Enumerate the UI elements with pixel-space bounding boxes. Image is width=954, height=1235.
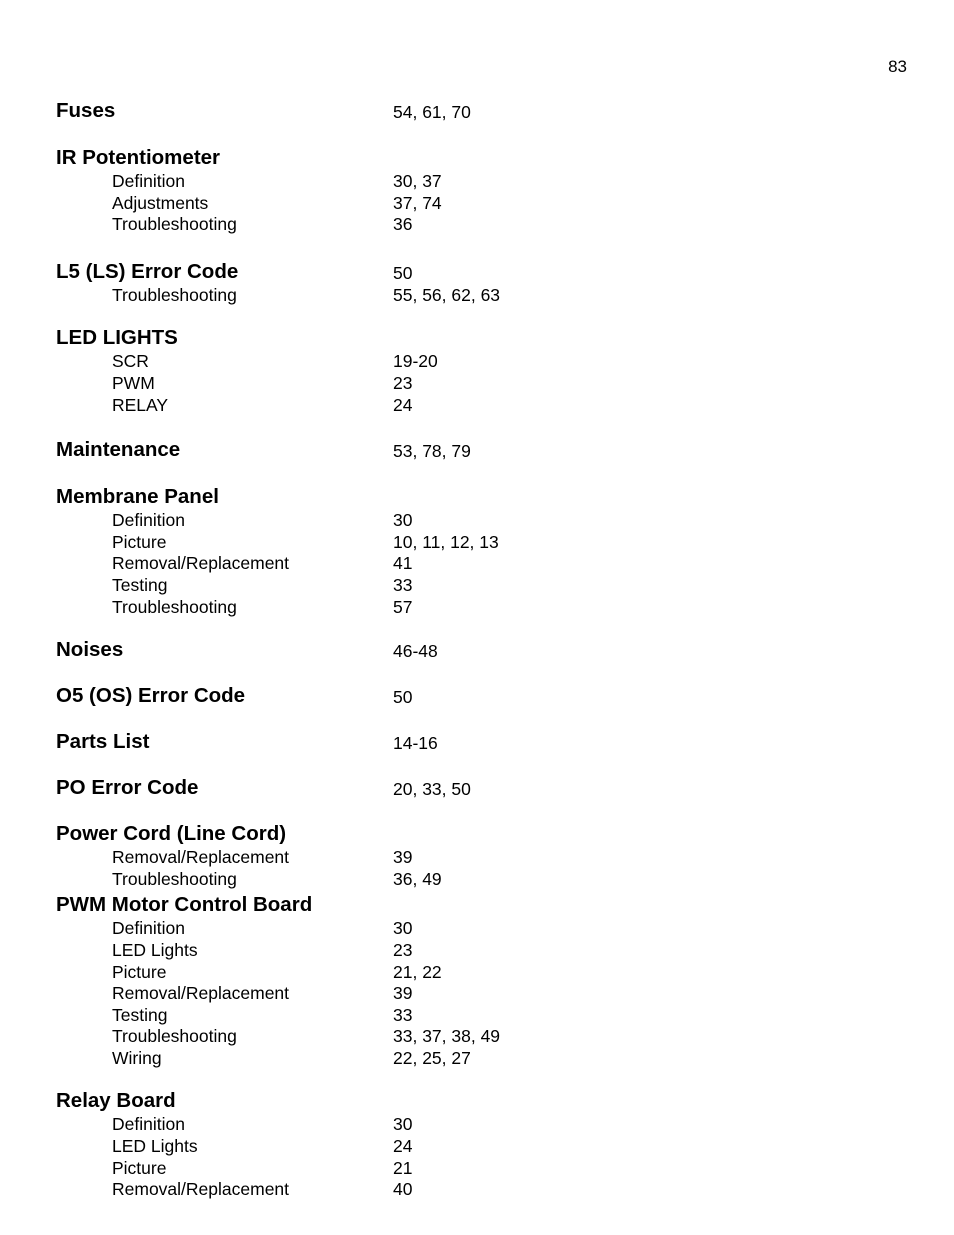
index-subentry-pages: 57 xyxy=(393,596,413,617)
index-subentry-pages: 22, 25, 27 xyxy=(393,1047,471,1068)
index-subentry xyxy=(0,575,954,597)
index-heading: Noises xyxy=(56,638,124,662)
index-subentry xyxy=(0,1114,954,1136)
index-heading: IR Potentiometer xyxy=(56,146,221,169)
index-subentry-label: Picture xyxy=(112,531,167,552)
index-subentry xyxy=(0,962,954,984)
index-subentry xyxy=(0,214,954,236)
index-subentry-label: Troubleshooting xyxy=(112,868,237,889)
index-subentry xyxy=(0,395,954,417)
index-heading-pages: 46-48 xyxy=(393,641,438,662)
index-subentry xyxy=(0,1158,954,1180)
index-subentry xyxy=(0,171,954,193)
index-list xyxy=(0,96,954,1201)
index-heading-pages: 50 xyxy=(393,262,413,283)
index-heading-row xyxy=(0,323,954,351)
index-heading-pages: 20, 33, 50 xyxy=(393,779,471,800)
index-subentry xyxy=(0,940,954,962)
index-subentry-label: Troubleshooting xyxy=(112,1026,237,1047)
index-heading-row xyxy=(0,819,954,847)
index-subentry-pages: 24 xyxy=(393,394,413,415)
index-heading: Relay Board xyxy=(56,1089,176,1113)
index-subentry xyxy=(0,1048,954,1070)
index-heading-row xyxy=(0,482,954,510)
index-subentry-label: Definition xyxy=(112,510,185,531)
index-subentry-label: Testing xyxy=(112,1004,168,1025)
index-entry xyxy=(0,482,954,618)
index-entry xyxy=(0,257,954,307)
index-subentry-label: Picture xyxy=(112,1157,167,1178)
index-subentry xyxy=(0,847,954,869)
index-subentry xyxy=(0,285,954,307)
index-heading: Parts List xyxy=(56,730,150,754)
index-subentry-label: Removal/Replacement xyxy=(112,553,290,574)
index-subentry xyxy=(0,918,954,940)
index-subentry-label: Removal/Replacement xyxy=(112,1179,290,1200)
index-subentry-label: Wiring xyxy=(112,1047,162,1068)
index-subentry-pages: 41 xyxy=(393,553,413,574)
index-subentry-label: PWM xyxy=(112,372,155,393)
index-subentry-pages: 33 xyxy=(393,574,413,595)
index-subentry-label: Troubleshooting xyxy=(112,596,237,617)
index-subentry xyxy=(0,1179,954,1201)
index-heading-pages: 14-16 xyxy=(393,733,438,754)
index-heading-pages: 53, 78, 79 xyxy=(393,441,471,462)
index-heading-pages: 50 xyxy=(393,687,413,708)
index-subentry-pages: 30, 37 xyxy=(393,171,442,191)
index-subentry-label: RELAY xyxy=(112,394,169,415)
index-heading-row xyxy=(0,143,954,171)
index-subentry-pages: 23 xyxy=(393,939,413,960)
index-entry xyxy=(0,143,954,236)
index-subentry-label: SCR xyxy=(112,351,149,372)
index-heading: Membrane Panel xyxy=(56,485,219,509)
index-heading-row xyxy=(0,773,954,801)
index-heading: L5 (LS) Error Code xyxy=(56,259,239,283)
index-heading-pages: 54, 61, 70 xyxy=(393,102,471,122)
index-subentry-label: Adjustments xyxy=(112,192,209,213)
index-subentry-pages: 30 xyxy=(393,918,413,939)
index-subentry-label: Removal/Replacement xyxy=(112,983,290,1004)
index-subentry xyxy=(0,1026,954,1048)
index-heading: PO Error Code xyxy=(56,776,199,800)
index-heading-row xyxy=(0,890,954,918)
index-subentry-pages: 21, 22 xyxy=(393,961,442,982)
index-subentry xyxy=(0,532,954,554)
index-subentry xyxy=(0,373,954,395)
index-subentry-label: Picture xyxy=(112,961,167,982)
index-subentry-pages: 23 xyxy=(393,372,413,393)
index-subentry xyxy=(0,193,954,215)
index-heading-row xyxy=(0,681,954,709)
index-subentry-pages: 19-20 xyxy=(393,351,438,372)
index-heading: Power Cord (Line Cord) xyxy=(56,822,287,846)
index-subentry-label: LED Lights xyxy=(112,939,198,960)
index-subentry xyxy=(0,1136,954,1158)
index-entry xyxy=(0,681,954,709)
index-subentry-label: Troubleshooting xyxy=(112,284,237,305)
index-heading-row xyxy=(0,1086,954,1114)
index-subentry-pages: 37, 74 xyxy=(393,192,442,213)
index-subentry-pages: 39 xyxy=(393,847,413,868)
index-subentry xyxy=(0,983,954,1005)
index-heading: Maintenance xyxy=(56,438,181,462)
index-subentry-label: Definition xyxy=(112,918,185,939)
index-heading: LED LIGHTS xyxy=(56,326,178,350)
index-subentry xyxy=(0,510,954,532)
index-subentry xyxy=(0,351,954,373)
page-number: 83 xyxy=(888,57,907,76)
index-heading: PWM Motor Control Board xyxy=(56,893,313,917)
index-subentry-label: Troubleshooting xyxy=(112,214,237,235)
index-subentry-pages: 33 xyxy=(393,1004,413,1025)
index-subentry xyxy=(0,869,954,891)
index-subentry-pages: 36, 49 xyxy=(393,868,442,889)
index-subentry-pages: 36 xyxy=(393,214,413,235)
index-entry xyxy=(0,96,954,124)
index-subentry-pages: 55, 56, 62, 63 xyxy=(393,284,501,305)
index-heading-row xyxy=(0,96,954,124)
index-subentry-label: Definition xyxy=(112,171,185,191)
index-subentry-pages: 21 xyxy=(393,1157,413,1178)
index-heading-row xyxy=(0,435,954,463)
index-entry xyxy=(0,635,954,663)
index-subentry-label: Definition xyxy=(112,1114,185,1135)
index-entry xyxy=(0,890,954,1069)
index-subentry-pages: 10, 11, 12, 13 xyxy=(393,531,499,552)
index-subentry-pages: 30 xyxy=(393,1114,413,1135)
index-heading-row xyxy=(0,635,954,663)
index-entry xyxy=(0,727,954,755)
index-subentry-pages: 30 xyxy=(393,510,413,531)
index-entry xyxy=(0,435,954,463)
index-entry xyxy=(0,1086,954,1200)
index-subentry-pages: 24 xyxy=(393,1136,413,1157)
index-subentry-label: Removal/Replacement xyxy=(112,847,290,868)
index-subentry xyxy=(0,597,954,619)
index-entry xyxy=(0,323,954,416)
index-subentry-pages: 33, 37, 38, 49 xyxy=(393,1026,501,1047)
index-subentry-pages: 40 xyxy=(393,1179,413,1200)
index-heading-row xyxy=(0,257,954,285)
index-subentry xyxy=(0,1005,954,1027)
index-entry xyxy=(0,773,954,801)
index-subentry-pages: 39 xyxy=(393,983,413,1004)
index-subentry-label: Testing xyxy=(112,574,168,595)
index-entry xyxy=(0,819,954,890)
index-heading: O5 (OS) Error Code xyxy=(56,684,246,708)
index-heading: Fuses xyxy=(56,99,116,122)
index-subentry-label: LED Lights xyxy=(112,1136,198,1157)
index-heading-row xyxy=(0,727,954,755)
index-subentry xyxy=(0,553,954,575)
